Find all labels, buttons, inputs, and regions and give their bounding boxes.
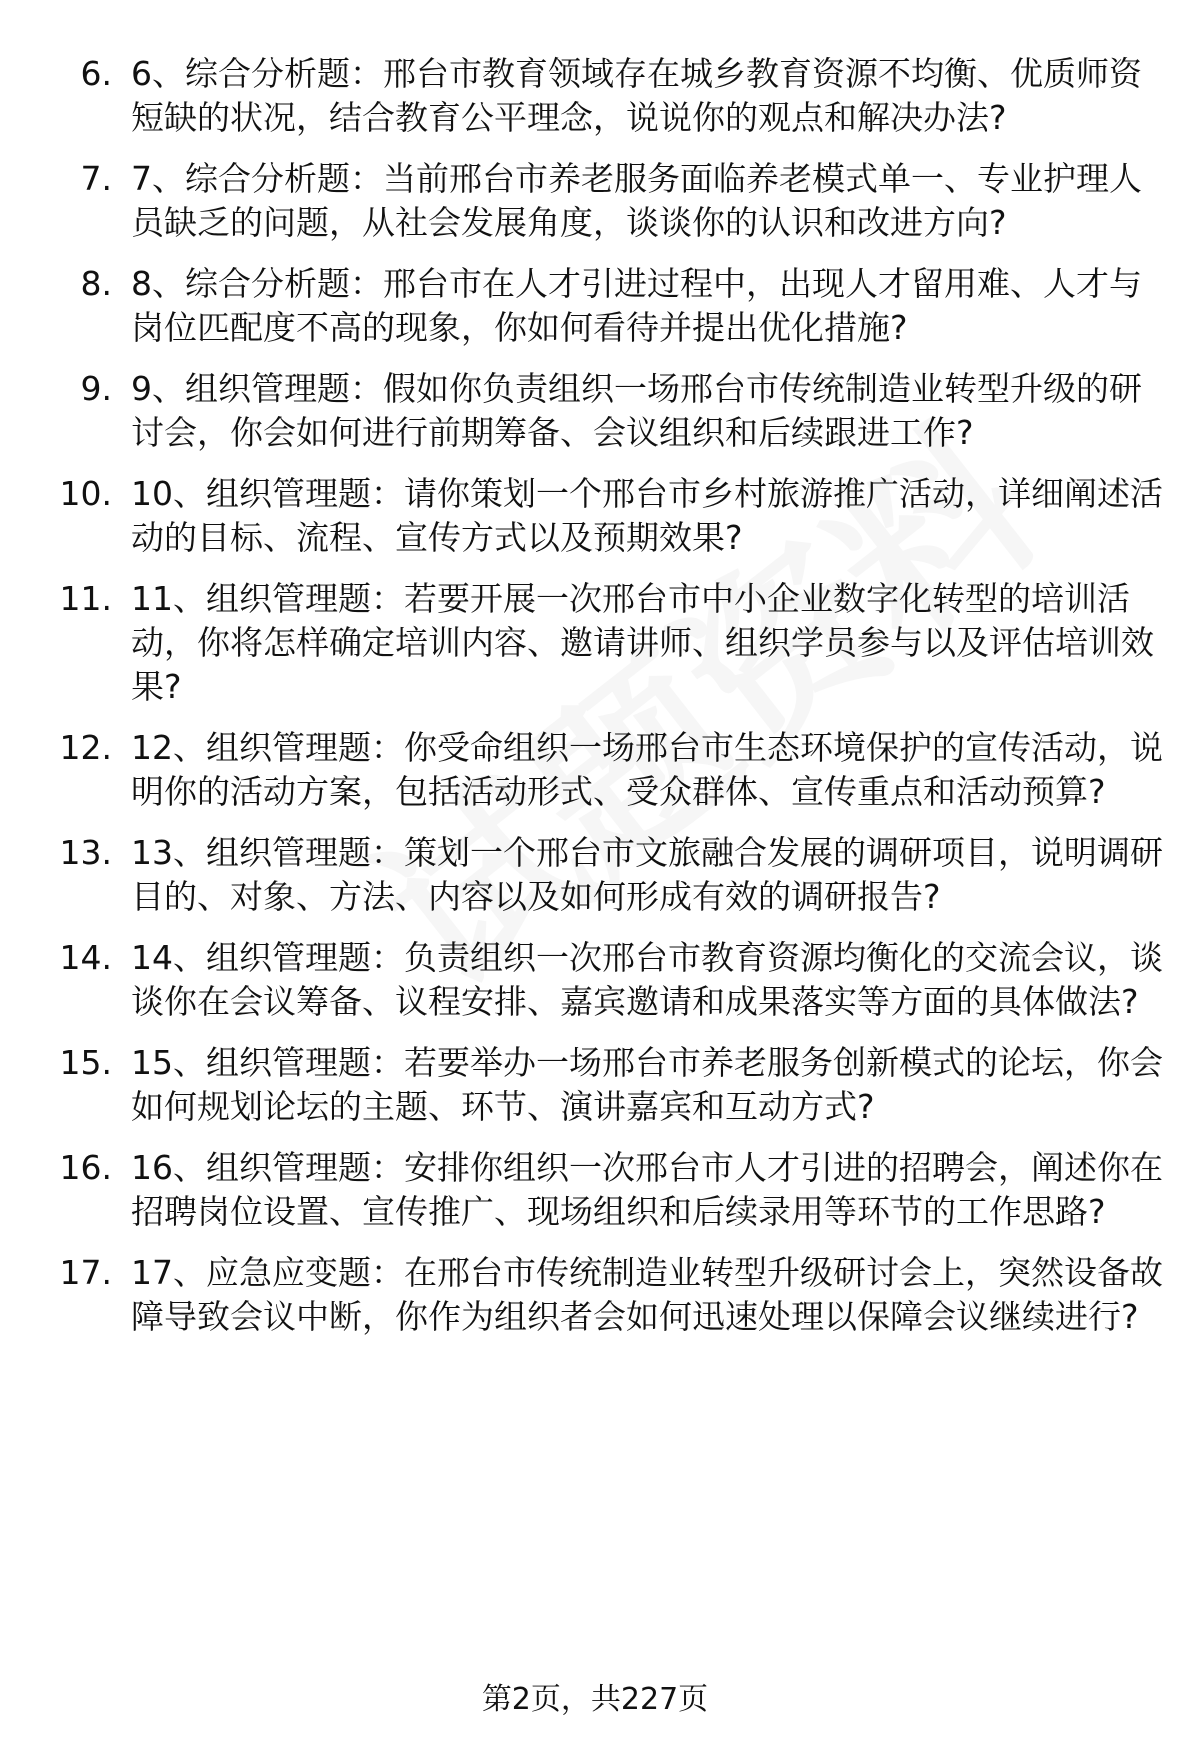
- question-text: 17、应急应变题：在邢台市传统制造业转型升级研讨会上，突然设备故障导致会议中断，你作为组织者会如何迅速处理以保障会议继续进行?: [131, 1253, 1163, 1336]
- question-number: 10.: [59, 474, 112, 513]
- question-text: 11、组织管理题：若要开展一次邢台市中小企业数字化转型的培训活动，你将怎样确定培训内容、邀请讲师、组织学员参与以及评估培训效果?: [131, 579, 1154, 706]
- question-number: 11.: [59, 579, 112, 618]
- question-item-17: [0, 1251, 1190, 1339]
- question-text: 16、组织管理题：安排你组织一次邢台市人才引进的招聘会，阐述你在招聘岗位设置、宣传推广、现场组织和后续录用等环节的工作思路?: [131, 1148, 1163, 1231]
- question-text: 12、组织管理题：你受命组织一场邢台市生态环境保护的宣传活动，说明你的活动方案，包括活动形式、受众群体、宣传重点和活动预算?: [131, 728, 1163, 811]
- question-item-16: [0, 1146, 1190, 1234]
- question-text: 10、组织管理题：请你策划一个邢台市乡村旅游推广活动，详细阐述活动的目标、流程、宣传方式以及预期效果?: [131, 474, 1163, 557]
- question-list: [0, 52, 1190, 1356]
- page-number-footer: 第2页，共227页: [481, 1682, 709, 1717]
- question-number: 16.: [59, 1148, 112, 1187]
- question-number: 14.: [59, 938, 112, 977]
- question-text: 6、综合分析题：邢台市教育领域存在城乡教育资源不均衡、优质师资短缺的状况，结合教育公平理念，说说你的观点和解决办法?: [131, 54, 1142, 137]
- question-text: 7、综合分析题：当前邢台市养老服务面临养老模式单一、专业护理人员缺乏的问题，从社会发展角度，谈谈你的认识和改进方向?: [131, 159, 1142, 242]
- question-number: 7.: [80, 159, 112, 198]
- question-number: 6.: [80, 54, 112, 93]
- question-item-8: [0, 262, 1190, 350]
- question-item-15: [0, 1041, 1190, 1129]
- question-number: 17.: [59, 1253, 112, 1292]
- question-item-7: [0, 157, 1190, 245]
- question-item-12: [0, 726, 1190, 814]
- question-number: 9.: [80, 369, 112, 408]
- question-text: 14、组织管理题：负责组织一次邢台市教育资源均衡化的交流会议，谈谈你在会议筹备、议程安排、嘉宾邀请和成果落实等方面的具体做法?: [131, 938, 1163, 1021]
- question-item-14: [0, 936, 1190, 1024]
- question-item-9: [0, 367, 1190, 455]
- question-number: 13.: [59, 833, 112, 872]
- question-number: 12.: [59, 728, 112, 767]
- question-number: 15.: [59, 1043, 112, 1082]
- question-text: 13、组织管理题：策划一个邢台市文旅融合发展的调研项目，说明调研目的、对象、方法、内容以及如何形成有效的调研报告?: [131, 833, 1163, 916]
- question-text: 9、组织管理题：假如你负责组织一场邢台市传统制造业转型升级的研讨会，你会如何进行前期筹备、会议组织和后续跟进工作?: [131, 369, 1142, 452]
- question-text: 15、组织管理题：若要举办一场邢台市养老服务创新模式的论坛，你会如何规划论坛的主题、环节、演讲嘉宾和互动方式?: [131, 1043, 1163, 1126]
- question-number: 8.: [80, 264, 112, 303]
- question-item-6: [0, 52, 1190, 140]
- question-text: 8、综合分析题：邢台市在人才引进过程中，出现人才留用难、人才与岗位匹配度不高的现象，你如何看待并提出优化措施?: [131, 264, 1142, 347]
- question-item-10: [0, 472, 1190, 560]
- question-item-11: [0, 577, 1190, 709]
- question-item-13: [0, 831, 1190, 919]
